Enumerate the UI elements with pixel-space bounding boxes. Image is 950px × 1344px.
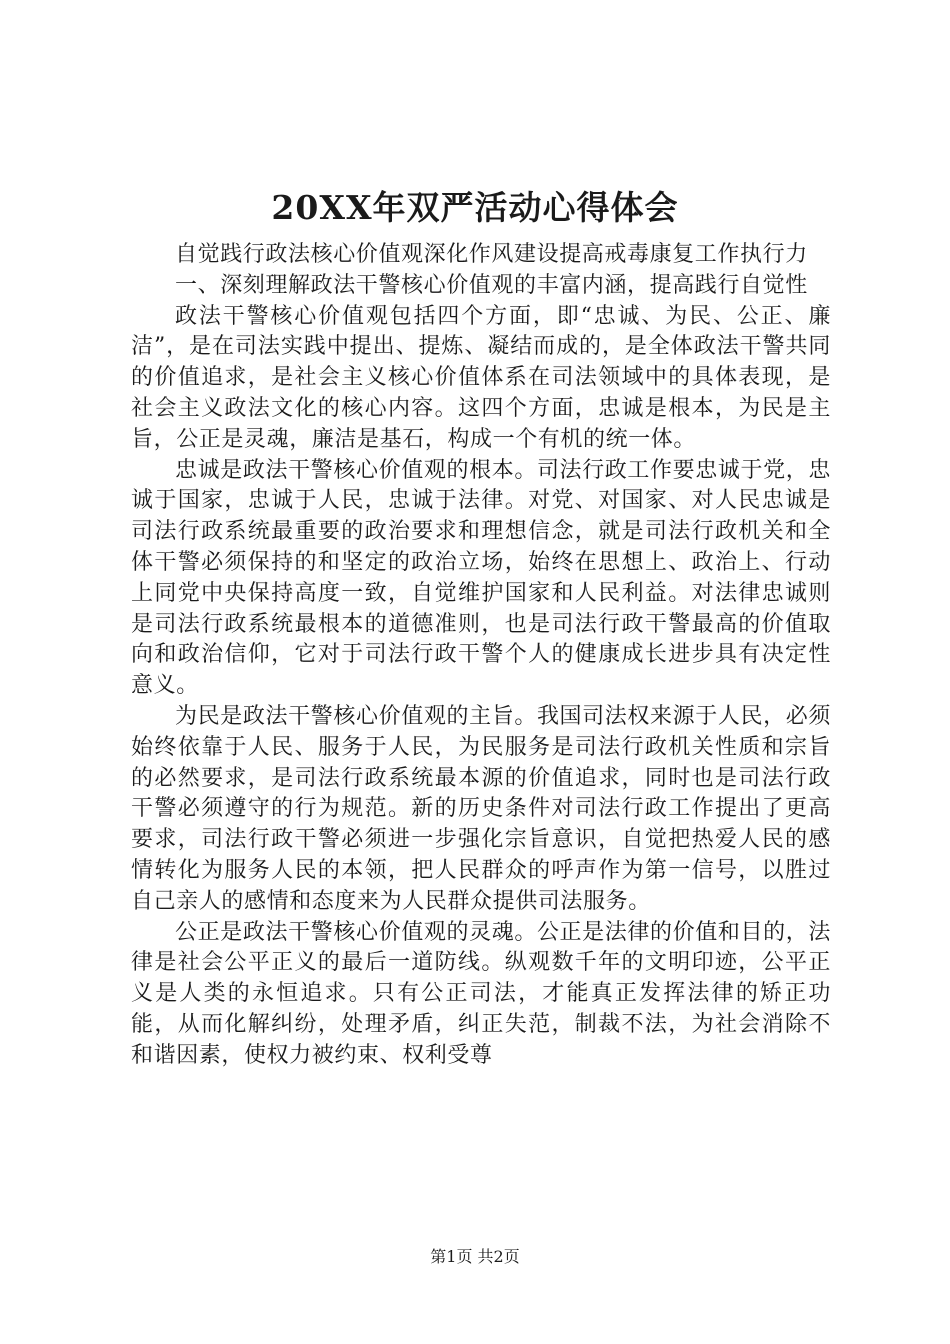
paragraph-section-heading: 一、深刻理解政法干警核心价值观的丰富内涵，提高践行自觉性 xyxy=(175,272,808,298)
paragraph-justice: 公正是政法干警核心价值观的灵魂。公正是法律的价值和目的，法律是社会公平正义的最后一道防线。纵观数千年的文明印迹，公平正义是人类的永恒追求。只有公正司法，才能真正发挥法律的矫正功能，从而化解纠纷，处理矛盾，纠正失范，制裁不法，为社会消除不和谐因素，使权力被约束、权利受尊 xyxy=(131,919,831,1068)
paragraph-subtitle: 自觉践行政法核心价值观深化作风建设提高戒毒康复工作执行力 xyxy=(175,242,808,267)
paragraph-core-values: 政法干警核心价值观包括四个方面，即“忠诚、为民、公正、廉洁”，是在司法实践中提出、提炼、凝结而成的，是全体政法干警共同的价值追求，是社会主义核心价值体系在司法领域中的具体表现，是社会主义政法文化的核心内容。这四个方面，忠诚是根本，为民是主旨，公正是灵魂，廉洁是基石，构成一个有机的统一体。 xyxy=(131,303,831,452)
document-title: 20XX年双严活动心得体会 xyxy=(271,188,679,227)
document-body xyxy=(131,240,831,1072)
paragraph-loyalty: 忠诚是政法干警核心价值观的根本。司法行政工作要忠诚于党，忠诚于国家，忠诚于人民，忠诚于法律。对党、对国家、对人民忠诚是司法行政系统最重要的政治要求和理想信念，就是司法行政机关和全体干警必须保持的和坚定的政治立场，始终在思想上、政治上、行动上同党中央保持高度一致，自觉维护国家和人民利益。对法律忠诚则是司法行政系统最根本的道德准则，也是司法行政干警最高的价值取向和政治信仰，它对于司法行政干警个人的健康成长进步具有决定性意义。 xyxy=(131,457,831,699)
page-number-footer: 第1页 共2页 xyxy=(430,1247,520,1266)
paragraph-serving-people: 为民是政法干警核心价值观的主旨。我国司法权来源于人民，必须始终依靠于人民、服务于人民，为民服务是司法行政机关性质和宗旨的必然要求，是司法行政系统最本源的价值追求，同时也是司法行政干警必须遵守的行为规范。新的历史条件对司法行政工作提出了更高要求，司法行政干警必须进一步强化宗旨意识，自觉把热爱人民的感情转化为服务人民的本领，把人民群众的呼声作为第一信号，以胜过自己亲人的感情和态度来为人民群众提供司法服务。 xyxy=(131,703,831,914)
